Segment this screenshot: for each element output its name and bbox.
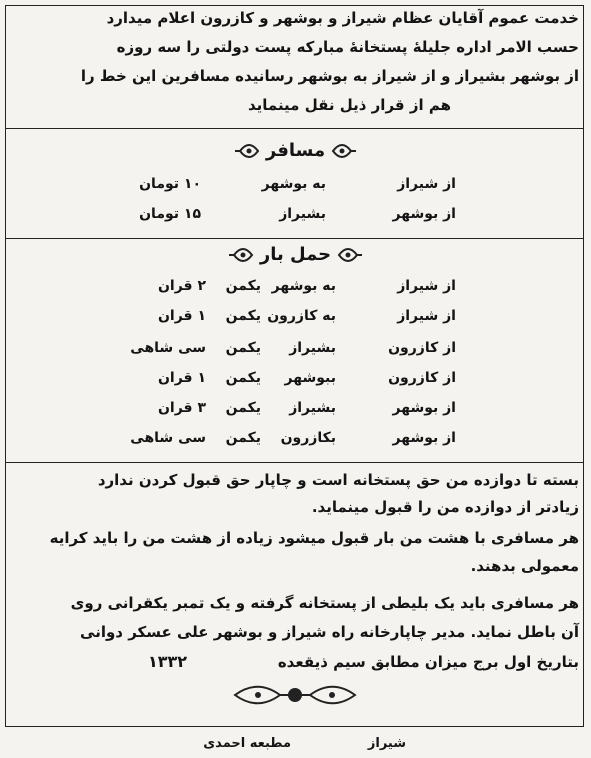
- route-from: از شیراز: [397, 176, 456, 192]
- fare: ۱ قران: [157, 370, 206, 386]
- route-to: بکازرون: [280, 430, 336, 446]
- route-from: از شیراز: [397, 308, 456, 324]
- route-to: بشیراز: [289, 340, 336, 356]
- note-line: معمولی بدهند.: [470, 557, 579, 575]
- note-line: هر مسافری باید یک بلیطی از پستخانه گرفته و یک تمبر یکقرانی روی: [70, 594, 579, 612]
- passenger-heading-row: [0, 140, 591, 164]
- fare: سی شاهی: [130, 430, 206, 446]
- weight-unit: یکمن: [225, 370, 261, 386]
- note-line: هر مسافری با هشت من بار قبول میشود زیاده از هشت من را باید کرایه: [49, 529, 579, 547]
- date-line: بتاریخ اول برج میزان مطابق سیم ذیقعده: [277, 653, 579, 671]
- fare: سی شاهی: [130, 340, 206, 356]
- divider: [5, 462, 584, 463]
- intro-line: حسب الامر اداره جلیلهٔ پستخانهٔ مبارکه پست دولتی را سه روزه: [116, 38, 579, 56]
- route-from: از بوشهر: [392, 430, 456, 446]
- route-to: به بوشهر: [261, 176, 326, 192]
- year: ۱۳۳۲: [148, 652, 188, 671]
- route-to: ببوشهر: [284, 370, 336, 386]
- ornament-icon: [228, 246, 254, 264]
- weight-unit: یکمن: [225, 340, 261, 356]
- footer-city: شیراز: [367, 736, 406, 751]
- fare: ۲ قران: [157, 278, 206, 294]
- freight-heading-row: [0, 244, 591, 268]
- route-from: از کازرون: [388, 340, 456, 356]
- ornament-icon: [331, 142, 357, 160]
- route-to: به بوشهر: [271, 278, 336, 294]
- fare: ۱۵ تومان: [139, 206, 201, 222]
- weight-unit: یکمن: [225, 308, 261, 324]
- intro-line: هم از قرار ذیل نقل مینماید: [247, 96, 451, 114]
- weight-unit: یکمن: [225, 278, 261, 294]
- divider: [5, 238, 584, 239]
- intro-line: خدمت عموم آقایان عظام شیراز و بوشهر و کازرون اعلام میدارد: [106, 9, 579, 27]
- footer-press: مطبعه احمدی: [203, 736, 291, 751]
- note-line: آن باطل نماید. مدیر چاپارخانه راه شیراز و بوشهر علی عسکر دوانی: [80, 623, 579, 641]
- weight-unit: یکمن: [225, 430, 261, 446]
- freight-heading: حمل بار: [259, 244, 332, 265]
- route-to: به کازرون: [267, 308, 336, 324]
- note-line: زیادتر از دوازده من را قبول مینماید.: [311, 498, 579, 516]
- route-to: بشیراز: [279, 206, 326, 222]
- route-from: از بوشهر: [392, 400, 456, 416]
- flourish-ornament-icon: [230, 682, 360, 708]
- fare: ۱ قران: [157, 308, 206, 324]
- note-line: بسته تا دوازده من حق پستخانه است و چاپار حق قبول کردن ندارد: [97, 471, 579, 489]
- route-to: بشیراز: [289, 400, 336, 416]
- ornament-icon: [337, 246, 363, 264]
- intro-line: از بوشهر بشیراز و از شیراز به بوشهر رسانیده مسافرین این خط را: [80, 67, 579, 85]
- fare: ۳ قران: [157, 400, 206, 416]
- route-from: از شیراز: [397, 278, 456, 294]
- divider: [5, 128, 584, 129]
- ornament-icon: [234, 142, 260, 160]
- route-from: از کازرون: [388, 370, 456, 386]
- weight-unit: یکمن: [225, 400, 261, 416]
- passenger-heading: مسافر: [265, 140, 326, 161]
- route-from: از بوشهر: [392, 206, 456, 222]
- fare: ۱۰ تومان: [139, 176, 201, 192]
